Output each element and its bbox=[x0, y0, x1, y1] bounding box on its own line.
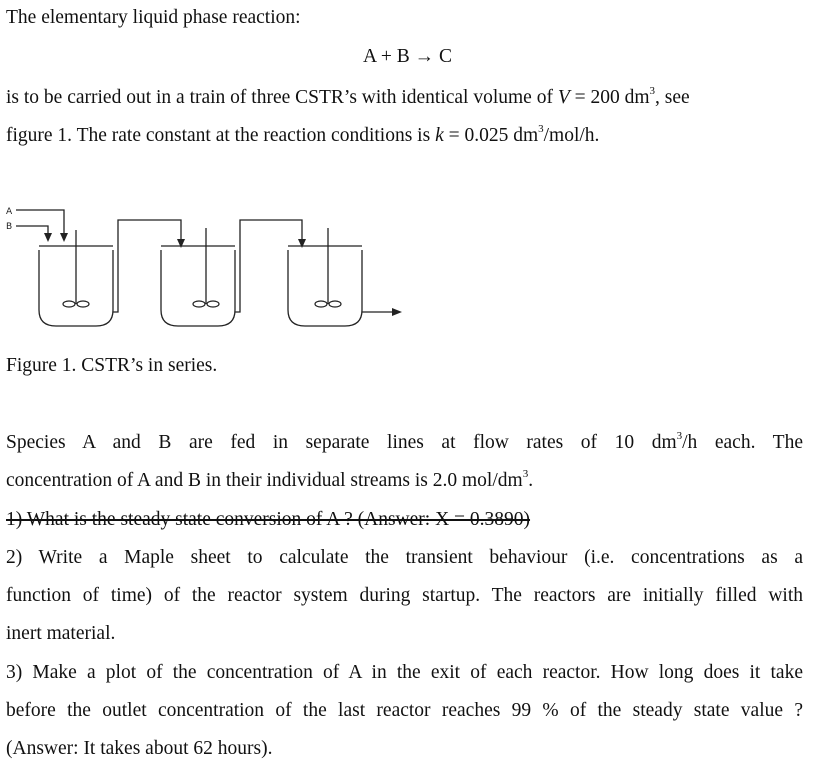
impeller-1-left bbox=[63, 301, 75, 307]
question-3-answer: (Answer: It takes about 62 hours). bbox=[6, 738, 273, 759]
flow-exponent: 3 bbox=[676, 430, 683, 442]
volume-exponent: 3 bbox=[649, 85, 656, 97]
intro-line-2 bbox=[6, 86, 690, 110]
question-3-line-1: 3) Make a plot of the concentration of A in the exit of each reactor. How long does it take bbox=[6, 662, 803, 683]
intro-line-2-end: , see bbox=[655, 87, 690, 108]
question-3-line-2: before the outlet concentration of the last reactor reaches 99 % of the steady state value ? bbox=[6, 700, 803, 721]
reaction-equation: A + B → C bbox=[362, 46, 453, 67]
transfer-line-1 bbox=[113, 220, 181, 312]
rate-constant-exponent: 3 bbox=[538, 123, 544, 135]
rate-constant-symbol: k bbox=[435, 125, 444, 146]
arrow-outlet bbox=[392, 308, 402, 316]
paragraph-line-2-end: . bbox=[528, 470, 534, 491]
volume-value: = 200 dm bbox=[569, 87, 650, 108]
feed-label-b: B bbox=[6, 222, 13, 232]
paragraph-line-1-text: Species A and B are fed in separate lines at flow rates of 10 dm bbox=[6, 432, 677, 453]
reactor-2 bbox=[161, 250, 235, 326]
cstr-series-diagram bbox=[6, 200, 406, 340]
impeller-2-right bbox=[207, 301, 219, 307]
impeller-3-right bbox=[329, 301, 341, 307]
intro-line-3 bbox=[6, 124, 599, 148]
intro-line-3-text: figure 1. The rate constant at the reaction conditions is bbox=[6, 125, 436, 146]
question-2-line-2: function of time) of the reactor system during startup. The reactors are initially filled with bbox=[6, 585, 803, 606]
feed-line-b bbox=[16, 226, 48, 234]
feed-label-a: A bbox=[6, 207, 13, 217]
arrow-feed-b bbox=[44, 233, 52, 242]
concentration-exponent: 3 bbox=[522, 468, 529, 480]
impeller-1-right bbox=[77, 301, 89, 307]
arrow-feed-a bbox=[60, 233, 68, 242]
question-1-struck: 1) What is the steady state conversion of A ? (Answer: X = 0.3890) bbox=[6, 509, 531, 530]
rate-constant-unit: /mol/h. bbox=[543, 125, 600, 146]
figure-caption: Figure 1. CSTR’s in series. bbox=[6, 355, 218, 376]
transfer-line-2 bbox=[235, 220, 302, 312]
paragraph-line-1 bbox=[6, 431, 803, 455]
intro-line-2-text: is to be carried out in a train of three CSTR’s with identical volume of bbox=[6, 87, 558, 108]
question-2-line-3: inert material. bbox=[6, 623, 116, 644]
feed-line-a bbox=[16, 210, 64, 234]
paragraph-line-2 bbox=[6, 469, 533, 493]
reactor-3 bbox=[288, 250, 362, 326]
paragraph-line-1-end: /h each. The bbox=[682, 432, 803, 453]
volume-symbol: V bbox=[557, 87, 570, 108]
intro-line-1: The elementary liquid phase reaction: bbox=[6, 7, 301, 28]
impeller-3-left bbox=[315, 301, 327, 307]
impeller-2-left bbox=[193, 301, 205, 307]
rate-constant-value: = 0.025 dm bbox=[443, 125, 539, 146]
paragraph-line-2-text: concentration of A and B in their individual streams is 2.0 mol/dm bbox=[6, 470, 523, 491]
question-2-line-1: 2) Write a Maple sheet to calculate the transient behaviour (i.e. concentrations as a bbox=[6, 547, 803, 568]
